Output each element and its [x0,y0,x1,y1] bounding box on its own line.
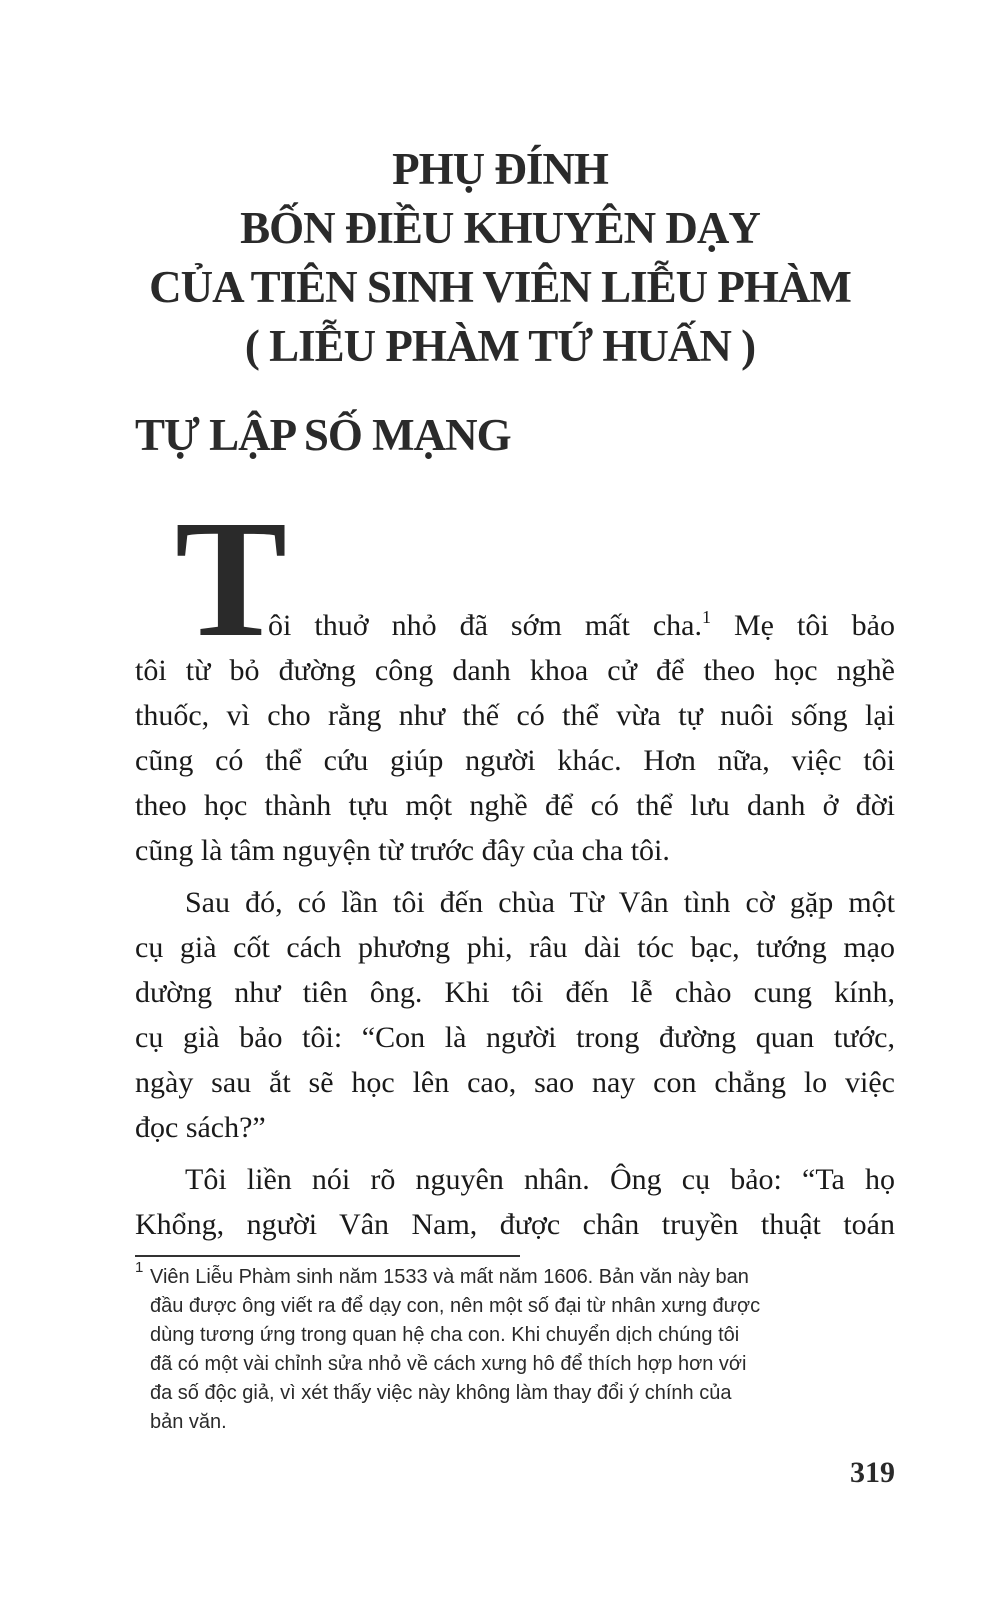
paragraph-1-line: cũng có thể cứu giúp người khác. Hơn nữa, việc tôi [135,744,895,777]
footnote-reference[interactable]: 1 [701,607,711,627]
paragraph-2-line: dường như tiên ông. Khi tôi đến lễ chào cung kính, [135,976,895,1009]
paragraph-1-line: cũng là tâm nguyện từ trước đây của cha tôi. [135,834,670,867]
section-heading: TỰ LẬP SỐ MẠNG [135,410,511,460]
footnote-mark: 1 [135,1259,144,1276]
title-line-4: ( LIỄU PHÀM TỨ HUẤN ) [244,321,756,371]
footnote-line: đa số độc giả, vì xét thấy việc này không làm thay đổi ý chính của [150,1382,732,1404]
footnote-line: đầu được ông viết ra để dạy con, nên một số đại từ nhân xưng được [150,1295,761,1317]
paragraph-1-line: thuốc, vì cho rằng như thế có thể vừa tự nuôi sống lại [135,699,895,732]
footnote-line: bản văn. [150,1411,227,1433]
paragraph-1-first-line [268,603,895,648]
chapter-title [0,140,1000,376]
first-line-continuation: Mẹ tôi bảo [710,609,896,642]
paragraph-3-line: Khổng, người Vân Nam, được chân truyền thuật toán [135,1208,895,1241]
paragraph-2-line: cụ già cốt cách phương phi, râu dài tóc bạc, tướng mạo [135,931,895,964]
paragraph-2-line: cụ già bảo tôi: “Con là người trong đường quan tước, [135,1021,895,1054]
paragraph-2 [135,880,895,1150]
paragraph-1-line: theo học thành tựu một nghề để có thể lưu danh ở đời [135,789,895,822]
title-line-3: CỦA TIÊN SINH VIÊN LIỄU PHÀM [149,262,851,312]
footnote-line: đã có một vài chỉnh sửa nhỏ về cách xưng hô để thích hợp hơn với [150,1353,747,1375]
paragraph-3 [135,1157,895,1247]
footnote [135,1259,900,1437]
page-number: 319 [850,1456,895,1489]
paragraph-1 [135,648,895,873]
paragraph-2-line: Sau đó, có lần tôi đến chùa Từ Vân tình cờ gặp một [185,886,895,919]
drop-cap: T [175,486,288,672]
paragraph-2-line: đọc sách?” [135,1111,266,1144]
title-line-2: BỐN ĐIỀU KHUYÊN DẠY [240,203,760,253]
footnote-line: dùng tương ứng trong quan hệ cha con. Khi chuyển dịch chúng tôi [150,1324,740,1346]
paragraph-3-line: Tôi liền nói rõ nguyên nhân. Ông cụ bảo: “Ta họ [185,1163,895,1196]
title-line-1: PHỤ ĐÍNH [392,144,608,194]
footnote-line: Viên Liễu Phàm sinh năm 1533 và mất năm 1606. Bản văn này ban [150,1266,749,1288]
first-line-text: ôi thuở nhỏ đã sớm mất cha. [268,609,702,642]
footnote-divider [135,1255,520,1257]
paragraph-1-line: tôi từ bỏ đường công danh khoa cử để theo học nghề [135,654,895,687]
paragraph-2-line: ngày sau ắt sẽ học lên cao, sao nay con chẳng lo việc [135,1066,895,1099]
